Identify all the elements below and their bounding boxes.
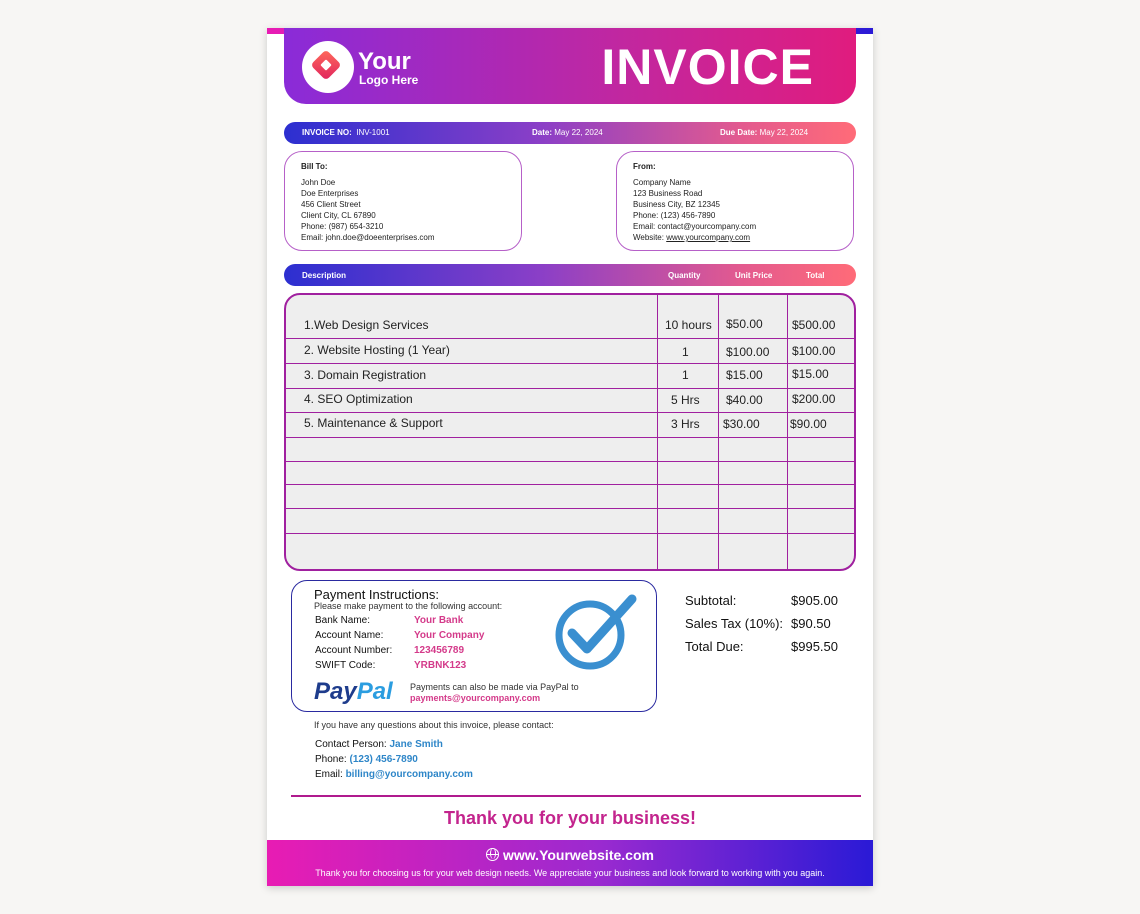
- col-quantity: Quantity: [668, 271, 701, 280]
- account-number-label: Account Number:: [315, 645, 393, 656]
- logo-title: Your: [358, 48, 411, 75]
- invoice-title: INVOICE: [601, 39, 814, 95]
- row-quantity: 10 hours: [665, 318, 712, 332]
- swift-code-value: YRBNK123: [414, 660, 467, 671]
- paypal-logo: PayPal: [314, 678, 393, 705]
- logo-icon: [302, 41, 354, 93]
- bank-name-value: Your Bank: [414, 615, 464, 626]
- account-name-value: Your Company: [414, 630, 485, 641]
- logo-subtitle: Logo Here: [359, 73, 419, 87]
- paypal-email[interactable]: payments@yourcompany.com: [410, 693, 541, 703]
- globe-icon: [486, 848, 499, 861]
- row-description: 2. Website Hosting (1 Year): [304, 343, 450, 357]
- from-box: [616, 151, 854, 251]
- sales-tax-label: Sales Tax (10%):: [685, 616, 784, 631]
- items-table: [284, 293, 856, 571]
- logo-diamond-shape: [310, 49, 341, 80]
- row-unit-price: $100.00: [726, 345, 770, 359]
- bill-to-lines: John Doe Doe Enterprises 456 Client Street Client City, CL 67890 Phone: (987) 654-3210 Email: john.doe@doeenterprises.com: [301, 178, 435, 242]
- col-total: Total: [806, 271, 825, 280]
- email-link[interactable]: billing@yourcompany.com: [345, 769, 473, 780]
- thank-you-message: Thank you for your business!: [443, 808, 697, 828]
- col-description: Description: [302, 271, 347, 280]
- total-due-value: $995.50: [791, 639, 838, 654]
- items-table-header: [284, 264, 856, 286]
- invoice-due-date: Due Date: May 22, 2024: [720, 128, 809, 137]
- row-unit-price: $30.00: [723, 417, 760, 431]
- invoice-header: [284, 28, 856, 104]
- contact-phone: Phone: (123) 456-7890: [315, 754, 418, 765]
- footer-bar: [267, 840, 873, 886]
- row-total: $200.00: [792, 392, 836, 406]
- row-description: 1.Web Design Services: [304, 318, 429, 332]
- row-total: $90.00: [790, 417, 827, 431]
- footer-message: Thank you for choosing us for your web design needs. We appreciate your business and look forward to working with you again.: [315, 868, 825, 878]
- payment-title: Payment Instructions:: [314, 587, 439, 602]
- bill-to-label: Bill To:: [301, 162, 328, 171]
- payment-subtitle: Please make payment to the following account:: [314, 601, 503, 611]
- row-quantity: 3 Hrs: [671, 417, 700, 431]
- row-total: $100.00: [792, 344, 836, 358]
- account-number-value: 123456789: [414, 645, 465, 656]
- row-description: 4. SEO Optimization: [304, 392, 413, 406]
- row-unit-price: $40.00: [726, 393, 763, 407]
- invoice-number: INVOICE NO: INV-1001: [302, 128, 390, 137]
- divider: [291, 795, 861, 797]
- contact-email: Email: billing@yourcompany.com: [315, 769, 473, 780]
- col-unit-price: Unit Price: [735, 271, 773, 280]
- invoice-page: [267, 28, 873, 886]
- row-description: 5. Maintenance & Support: [304, 416, 443, 430]
- payment-instructions-box: [291, 580, 657, 712]
- bank-name-label: Bank Name:: [315, 615, 371, 626]
- row-description: 3. Domain Registration: [304, 368, 427, 382]
- row-total: $500.00: [792, 318, 836, 332]
- row-unit-price: $15.00: [726, 368, 763, 382]
- website-link[interactable]: www.yourcompany.com: [666, 233, 751, 242]
- sales-tax-value: $90.50: [791, 616, 831, 631]
- footer-website-link[interactable]: www.Yourwebsite.com: [503, 847, 654, 863]
- phone-link[interactable]: (123) 456-7890: [349, 754, 418, 765]
- invoice-info-bar: [284, 122, 856, 144]
- subtotal-value: $905.00: [791, 593, 838, 608]
- row-quantity: 1: [682, 345, 689, 359]
- from-label: From:: [633, 162, 656, 171]
- checkmark-icon: [554, 591, 640, 671]
- from-lines: Company Name 123 Business Road Business City, BZ 12345 Phone: (123) 456-7890 Email: contact@yourcompany.com Website: www.yourcompany.com: [633, 178, 757, 242]
- invoice-date: Date: May 22, 2024: [532, 128, 603, 137]
- row-total: $15.00: [792, 367, 829, 381]
- row-unit-price: $50.00: [726, 317, 763, 331]
- row-quantity: 5 Hrs: [671, 393, 700, 407]
- contact-question: If you have any questions about this invoice, please contact:: [314, 720, 554, 730]
- row-quantity: 1: [682, 368, 689, 382]
- account-name-label: Account Name:: [315, 630, 384, 641]
- swift-code-label: SWIFT Code:: [315, 660, 376, 671]
- bill-to-box: [284, 151, 522, 251]
- paypal-text: Payments can also be made via PayPal to: [410, 682, 579, 692]
- contact-person: Contact Person: Jane Smith: [315, 739, 443, 750]
- subtotal-label: Subtotal:: [685, 593, 737, 608]
- total-due-label: Total Due:: [685, 639, 744, 654]
